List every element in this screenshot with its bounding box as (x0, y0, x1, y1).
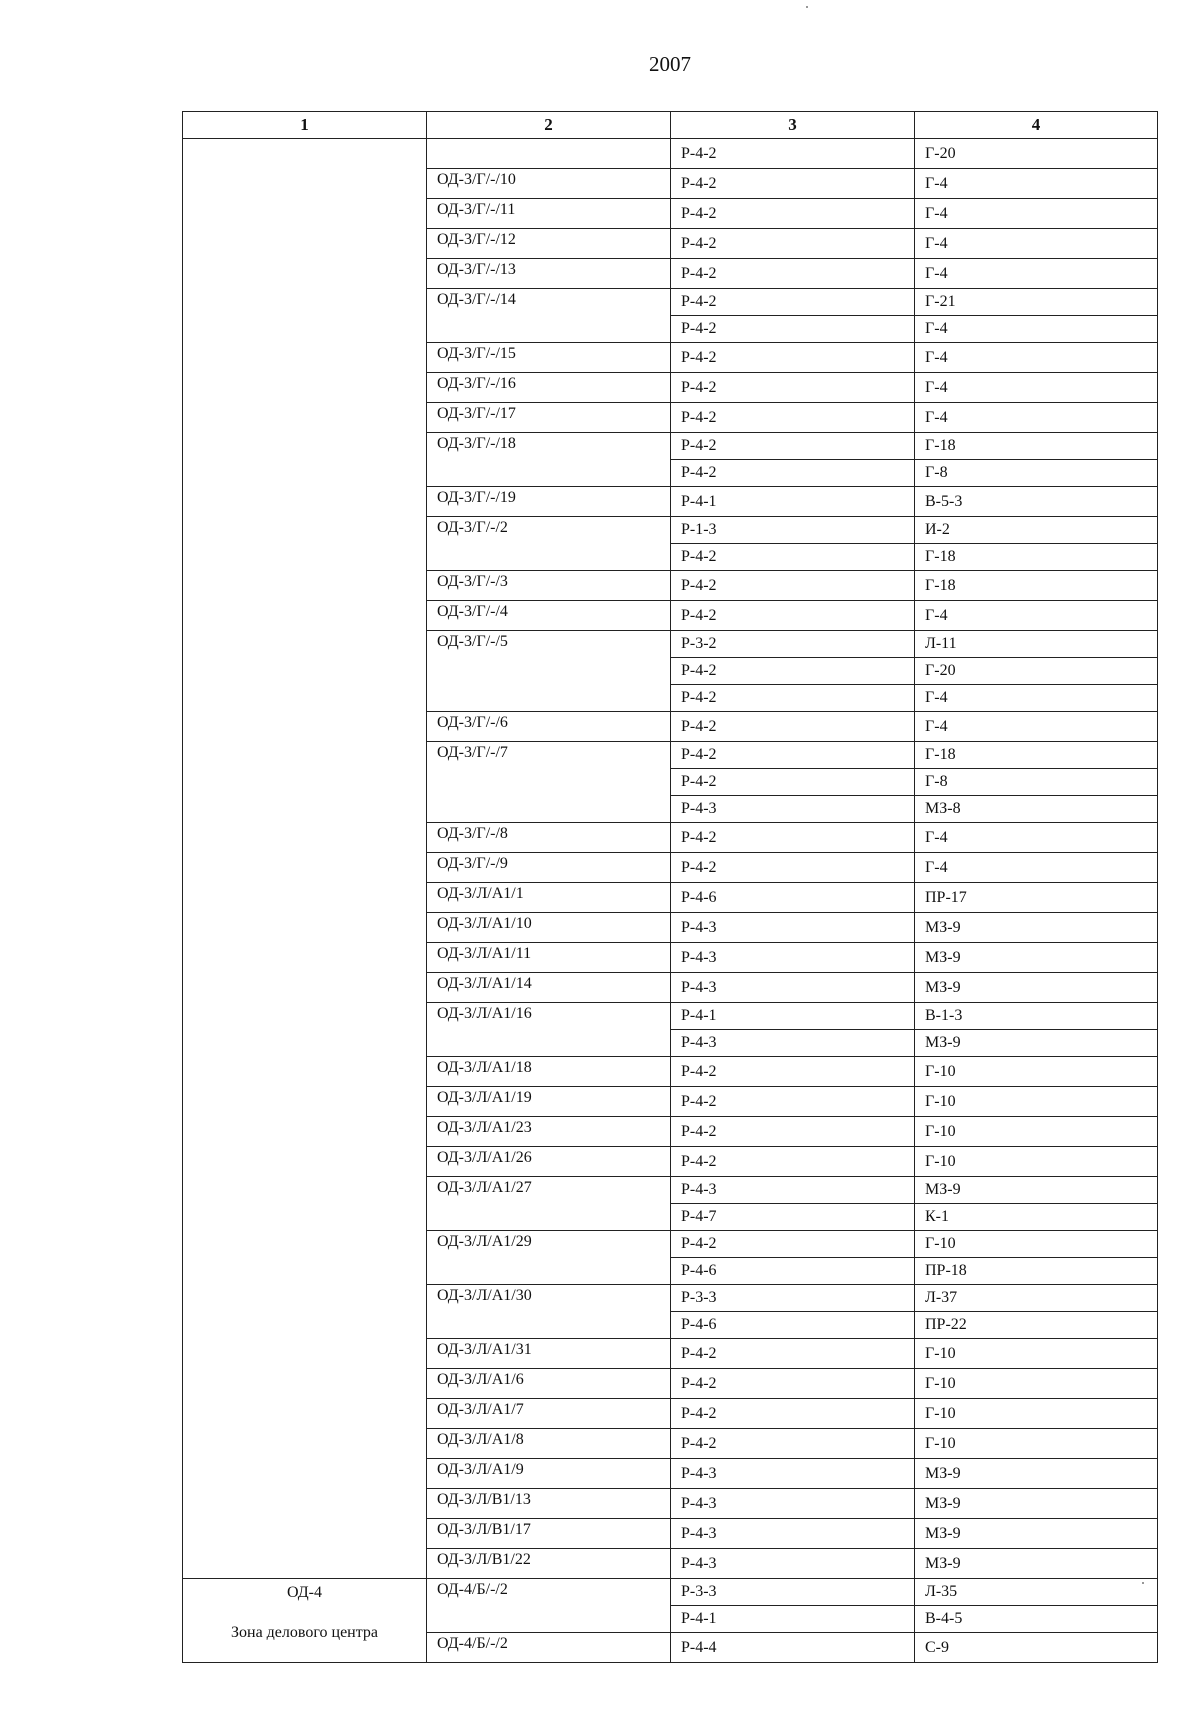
regulation-code-cell: Р-4-3 (671, 1030, 915, 1057)
parameter-code-cell: Г-18 (915, 544, 1158, 571)
parameter-code-cell: МЗ-9 (915, 1489, 1158, 1519)
regulation-code-cell: Р-4-3 (671, 943, 915, 973)
subzone-code-cell: ОД-3/Л/А1/26 (427, 1147, 671, 1177)
regulation-code-cell: Р-4-2 (671, 1429, 915, 1459)
subzone-code-cell: ОД-3/Л/А1/9 (427, 1459, 671, 1489)
regulation-code-cell: Р-3-3 (671, 1285, 915, 1312)
regulation-code-cell: Р-4-6 (671, 1258, 915, 1285)
subzone-code-cell: ОД-3/Л/В1/13 (427, 1489, 671, 1519)
subzone-code-cell (427, 139, 671, 169)
parameter-code-cell: Г-10 (915, 1339, 1158, 1369)
parameter-code-cell: МЗ-9 (915, 1519, 1158, 1549)
parameter-code-cell: Г-18 (915, 571, 1158, 601)
subzone-code-cell: ОД-3/Г/-/14 (427, 289, 671, 343)
subzone-code-cell: ОД-3/Г/-/18 (427, 433, 671, 487)
regulation-code-cell: Р-4-2 (671, 742, 915, 769)
subzone-code-cell: ОД-3/Г/-/15 (427, 343, 671, 373)
regulation-code-cell: Р-4-2 (671, 1231, 915, 1258)
column-header-1: 1 (183, 112, 427, 139)
parameter-code-cell: Г-4 (915, 403, 1158, 433)
subzone-code-cell: ОД-3/Г/-/6 (427, 712, 671, 742)
regulation-code-cell: Р-4-2 (671, 1087, 915, 1117)
parameter-code-cell: Г-4 (915, 601, 1158, 631)
regulation-code-cell: Р-4-2 (671, 685, 915, 712)
subzone-code-cell: ОД-3/Л/А1/18 (427, 1057, 671, 1087)
parameter-code-cell: В-5-3 (915, 487, 1158, 517)
zone-name: Зона делового центра (230, 1624, 379, 1641)
regulation-code-cell: Р-4-2 (671, 373, 915, 403)
parameter-code-cell: С-9 (915, 1633, 1158, 1663)
regulation-code-cell: Р-4-3 (671, 796, 915, 823)
subzone-code-cell: ОД-3/Л/А1/6 (427, 1369, 671, 1399)
regulation-code-cell: Р-4-2 (671, 1117, 915, 1147)
parameter-code-cell: Г-4 (915, 199, 1158, 229)
subzone-code-cell: ОД-3/Л/А1/31 (427, 1339, 671, 1369)
parameter-code-cell: ПР-18 (915, 1258, 1158, 1285)
parameter-code-cell: МЗ-9 (915, 1549, 1158, 1579)
parameter-code-cell: МЗ-9 (915, 943, 1158, 973)
regulation-code-cell: Р-4-2 (671, 259, 915, 289)
zoning-table (182, 111, 1158, 1663)
regulation-code-cell: Р-4-2 (671, 199, 915, 229)
table-body (183, 139, 1158, 1663)
parameter-code-cell: МЗ-9 (915, 1177, 1158, 1204)
regulation-code-cell: Р-4-2 (671, 571, 915, 601)
regulation-code-cell: Р-4-2 (671, 460, 915, 487)
parameter-code-cell: Г-4 (915, 373, 1158, 403)
parameter-code-cell: Г-10 (915, 1369, 1158, 1399)
parameter-code-cell: Г-18 (915, 433, 1158, 460)
parameter-code-cell: Л-35 (915, 1579, 1158, 1606)
parameter-code-cell: МЗ-9 (915, 973, 1158, 1003)
subzone-code-cell: ОД-3/Г/-/12 (427, 229, 671, 259)
subzone-code-cell: ОД-4/Б/-/2 (427, 1579, 671, 1633)
table-row (183, 1579, 1158, 1606)
parameter-code-cell: Г-4 (915, 712, 1158, 742)
subzone-code-cell: ОД-3/Г/-/9 (427, 853, 671, 883)
subzone-code-cell: ОД-3/Г/-/3 (427, 571, 671, 601)
regulation-code-cell: Р-4-3 (671, 1177, 915, 1204)
zone-cell (183, 139, 427, 1579)
subzone-code-cell: ОД-3/Г/-/11 (427, 199, 671, 229)
parameter-code-cell: Г-10 (915, 1429, 1158, 1459)
parameter-code-cell: Г-10 (915, 1057, 1158, 1087)
parameter-code-cell: Г-4 (915, 853, 1158, 883)
subzone-code-cell: ОД-3/Л/А1/29 (427, 1231, 671, 1285)
subzone-code-cell: ОД-3/Л/В1/22 (427, 1549, 671, 1579)
parameter-code-cell: Г-4 (915, 229, 1158, 259)
subzone-code-cell: ОД-3/Л/А1/11 (427, 943, 671, 973)
regulation-code-cell: Р-4-2 (671, 139, 915, 169)
parameter-code-cell: Г-20 (915, 139, 1158, 169)
regulation-code-cell: Р-4-1 (671, 1003, 915, 1030)
parameter-code-cell: Г-8 (915, 460, 1158, 487)
parameter-code-cell: Г-10 (915, 1117, 1158, 1147)
regulation-code-cell: Р-4-2 (671, 229, 915, 259)
subzone-code-cell: ОД-3/Л/А1/8 (427, 1429, 671, 1459)
parameter-code-cell: К-1 (915, 1204, 1158, 1231)
parameter-code-cell: В-1-3 (915, 1003, 1158, 1030)
regulation-code-cell: Р-4-6 (671, 883, 915, 913)
parameter-code-cell: Г-4 (915, 343, 1158, 373)
regulation-code-cell: Р-4-2 (671, 343, 915, 373)
parameter-code-cell: Г-4 (915, 685, 1158, 712)
regulation-code-cell: Р-4-2 (671, 169, 915, 199)
subzone-code-cell: ОД-3/Г/-/5 (427, 631, 671, 712)
subzone-code-cell: ОД-3/Г/-/19 (427, 487, 671, 517)
subzone-code-cell: ОД-3/Г/-/17 (427, 403, 671, 433)
parameter-code-cell: МЗ-9 (915, 1459, 1158, 1489)
regulation-code-cell: Р-4-6 (671, 1312, 915, 1339)
parameter-code-cell: МЗ-9 (915, 1030, 1158, 1057)
subzone-code-cell: ОД-3/Л/А1/23 (427, 1117, 671, 1147)
parameter-code-cell: Г-8 (915, 769, 1158, 796)
subzone-code-cell: ОД-3/Л/А1/27 (427, 1177, 671, 1231)
regulation-code-cell: Р-4-2 (671, 1147, 915, 1177)
regulation-code-cell: Р-4-2 (671, 853, 915, 883)
subzone-code-cell: ОД-3/Л/А1/7 (427, 1399, 671, 1429)
parameter-code-cell: ПР-17 (915, 883, 1158, 913)
regulation-code-cell: Р-4-3 (671, 973, 915, 1003)
parameter-code-cell: Г-20 (915, 658, 1158, 685)
subzone-code-cell: ОД-3/Л/А1/19 (427, 1087, 671, 1117)
regulation-code-cell: Р-4-3 (671, 1549, 915, 1579)
scan-speck (1142, 1582, 1144, 1584)
subzone-code-cell: ОД-3/Л/А1/16 (427, 1003, 671, 1057)
regulation-code-cell: Р-4-1 (671, 1606, 915, 1633)
column-header-2: 2 (427, 112, 671, 139)
parameter-code-cell: И-2 (915, 517, 1158, 544)
subzone-code-cell: ОД-3/Г/-/16 (427, 373, 671, 403)
subzone-code-cell: ОД-3/Г/-/2 (427, 517, 671, 571)
subzone-code-cell: ОД-3/Г/-/8 (427, 823, 671, 853)
column-header-4: 4 (915, 112, 1158, 139)
scan-speck (806, 6, 808, 8)
regulation-code-cell: Р-4-3 (671, 1519, 915, 1549)
parameter-code-cell: Г-10 (915, 1087, 1158, 1117)
regulation-code-cell: Р-4-2 (671, 601, 915, 631)
table-header-row (183, 112, 1158, 139)
parameter-code-cell: Г-4 (915, 316, 1158, 343)
subzone-code-cell: ОД-3/Г/-/10 (427, 169, 671, 199)
subzone-code-cell: ОД-3/Л/А1/10 (427, 913, 671, 943)
table-row (183, 139, 1158, 169)
regulation-code-cell: Р-4-2 (671, 1339, 915, 1369)
parameter-code-cell: Г-10 (915, 1231, 1158, 1258)
subzone-code-cell: ОД-3/Г/-/13 (427, 259, 671, 289)
subzone-code-cell: ОД-3/Л/А1/14 (427, 973, 671, 1003)
parameter-code-cell: Л-37 (915, 1285, 1158, 1312)
regulation-code-cell: Р-4-2 (671, 658, 915, 685)
regulation-code-cell: Р-4-2 (671, 403, 915, 433)
regulation-code-cell: Р-4-2 (671, 823, 915, 853)
parameter-code-cell: МЗ-9 (915, 913, 1158, 943)
subzone-code-cell: ОД-3/Г/-/4 (427, 601, 671, 631)
regulation-code-cell: Р-4-2 (671, 316, 915, 343)
parameter-code-cell: Г-21 (915, 289, 1158, 316)
regulation-code-cell: Р-4-4 (671, 1633, 915, 1663)
regulation-code-cell: Р-4-2 (671, 769, 915, 796)
parameter-code-cell: Г-4 (915, 169, 1158, 199)
regulation-code-cell: Р-4-2 (671, 1369, 915, 1399)
parameter-code-cell: Г-18 (915, 742, 1158, 769)
regulation-code-cell: Р-4-3 (671, 1459, 915, 1489)
parameter-code-cell: МЗ-8 (915, 796, 1158, 823)
regulation-code-cell: Р-4-7 (671, 1204, 915, 1231)
regulation-code-cell: Р-4-2 (671, 1399, 915, 1429)
column-header-3: 3 (671, 112, 915, 139)
regulation-code-cell: Р-3-2 (671, 631, 915, 658)
parameter-code-cell: В-4-5 (915, 1606, 1158, 1633)
page-number: 2007 (649, 52, 691, 76)
regulation-code-cell: Р-4-2 (671, 544, 915, 571)
zone-cell (183, 1579, 427, 1663)
parameter-code-cell: Г-4 (915, 259, 1158, 289)
regulation-code-cell: Р-4-2 (671, 289, 915, 316)
parameter-code-cell: ПР-22 (915, 1312, 1158, 1339)
parameter-code-cell: Г-4 (915, 823, 1158, 853)
regulation-code-cell: Р-4-2 (671, 1057, 915, 1087)
subzone-code-cell: ОД-3/Л/А1/1 (427, 883, 671, 913)
regulation-code-cell: Р-1-3 (671, 517, 915, 544)
zone-code: ОД-4 (287, 1584, 322, 1601)
subzone-code-cell: ОД-4/Б/-/2 (427, 1633, 671, 1663)
regulation-code-cell: Р-4-3 (671, 913, 915, 943)
parameter-code-cell: Г-10 (915, 1399, 1158, 1429)
parameter-code-cell: Г-10 (915, 1147, 1158, 1177)
subzone-code-cell: ОД-3/Л/В1/17 (427, 1519, 671, 1549)
regulation-code-cell: Р-4-2 (671, 712, 915, 742)
regulation-code-cell: Р-4-1 (671, 487, 915, 517)
regulation-code-cell: Р-4-2 (671, 433, 915, 460)
regulation-code-cell: Р-3-3 (671, 1579, 915, 1606)
parameter-code-cell: Л-11 (915, 631, 1158, 658)
subzone-code-cell: ОД-3/Л/А1/30 (427, 1285, 671, 1339)
regulation-code-cell: Р-4-3 (671, 1489, 915, 1519)
subzone-code-cell: ОД-3/Г/-/7 (427, 742, 671, 823)
